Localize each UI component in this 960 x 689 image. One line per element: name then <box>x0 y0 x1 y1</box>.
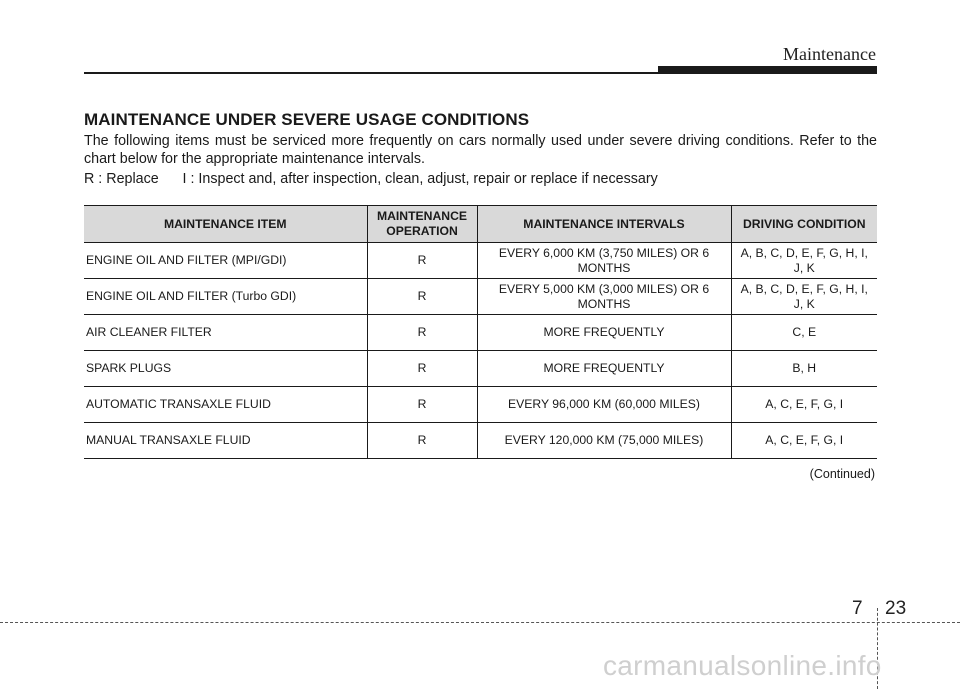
cell-item: AUTOMATIC TRANSAXLE FLUID <box>84 387 367 423</box>
cell-interval: MORE FREQUENTLY <box>477 351 731 387</box>
cell-item: ENGINE OIL AND FILTER (MPI/GDI) <box>84 243 367 279</box>
header-rule-accent <box>658 66 877 74</box>
cell-condition: B, H <box>731 351 877 387</box>
cell-operation: R <box>367 279 477 315</box>
cell-condition: A, C, E, F, G, I <box>731 387 877 423</box>
column-header-item: MAINTENANCE ITEM <box>84 206 367 243</box>
cell-interval: MORE FREQUENTLY <box>477 315 731 351</box>
cell-item: AIR CLEANER FILTER <box>84 315 367 351</box>
cell-condition: A, B, C, D, E, F, G, H, I, J, K <box>731 243 877 279</box>
cell-operation: R <box>367 315 477 351</box>
chapter-number: 7 <box>852 598 863 619</box>
header-section-title: Maintenance <box>783 44 876 64</box>
watermark: carmanualsonline.info <box>603 650 882 681</box>
cell-interval: EVERY 120,000 KM (75,000 MILES) <box>477 423 731 459</box>
column-header-intervals: MAINTENANCE INTERVALS <box>477 206 731 243</box>
table-row <box>84 423 877 459</box>
column-header-condition: DRIVING CONDITION <box>731 206 877 243</box>
section-title: MAINTENANCE UNDER SEVERE USAGE CONDITIONS <box>84 110 530 129</box>
cell-interval: EVERY 5,000 KM (3,000 MILES) OR 6 MONTHS <box>477 279 731 315</box>
cell-interval: EVERY 6,000 KM (3,750 MILES) OR 6 MONTHS <box>477 243 731 279</box>
column-header-operation: MAINTENANCE OPERATION <box>367 206 477 243</box>
table-row <box>84 315 877 351</box>
cell-condition: A, B, C, D, E, F, G, H, I, J, K <box>731 279 877 315</box>
cell-condition: C, E <box>731 315 877 351</box>
table-row <box>84 387 877 423</box>
cell-item: SPARK PLUGS <box>84 351 367 387</box>
page-number: 23 <box>885 598 907 619</box>
cell-condition: A, C, E, F, G, I <box>731 423 877 459</box>
continued-note: (Continued) <box>809 467 875 481</box>
cell-interval: EVERY 96,000 KM (60,000 MILES) <box>477 387 731 423</box>
cell-operation: R <box>367 387 477 423</box>
table-row <box>84 279 877 315</box>
cell-item: MANUAL TRANSAXLE FLUID <box>84 423 367 459</box>
maintenance-table <box>84 205 877 459</box>
intro-paragraph: The following items must be serviced more frequently on cars normally used under severe driving conditions. Refer to the chart below for the appropriate maintenance intervals. <box>84 133 877 167</box>
table-row <box>84 243 877 279</box>
header-rule <box>84 72 658 74</box>
cell-operation: R <box>367 351 477 387</box>
cell-operation: R <box>367 243 477 279</box>
operation-legend: R : Replace I : Inspect and, after inspection, clean, adjust, repair or replace if necessary <box>84 171 658 187</box>
footer-rule <box>0 622 960 623</box>
table-row <box>84 351 877 387</box>
table-header-row <box>84 206 877 243</box>
cell-operation: R <box>367 423 477 459</box>
cell-item: ENGINE OIL AND FILTER (Turbo GDI) <box>84 279 367 315</box>
